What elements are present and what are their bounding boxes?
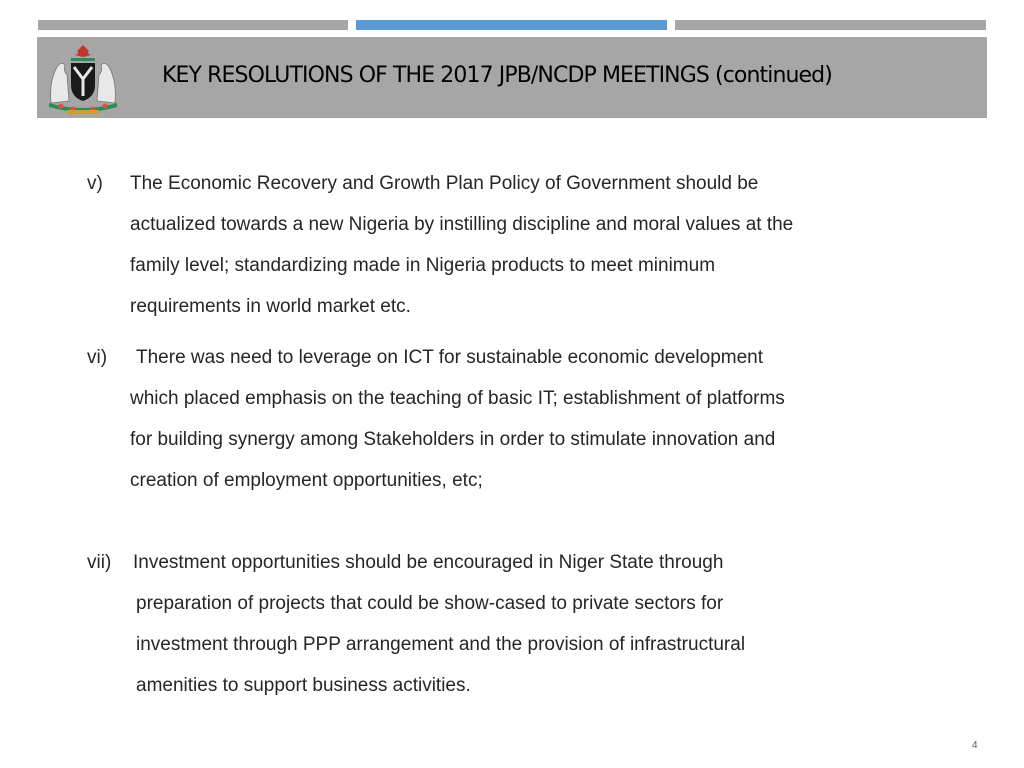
nigeria-coat-of-arms-icon: [41, 41, 125, 115]
resolution-item-vi: [87, 337, 785, 501]
item-number: vi): [87, 347, 108, 368]
item-number: v): [87, 173, 103, 194]
resolution-item-v: [87, 163, 793, 327]
item-text-line: family level; standardizing made in Nigeria products to meet minimum: [130, 255, 716, 276]
slide-title: KEY RESOLUTIONS OF THE 2017 JPB/NCDP MEETINGS (continued): [162, 63, 832, 88]
item-text-line: for building synergy among Stakeholders in order to stimulate innovation and: [130, 429, 776, 450]
item-text-line: requirements in world market etc.: [130, 296, 411, 317]
item-text-line: actualized towards a new Nigeria by instilling discipline and moral values at the: [130, 214, 794, 235]
top-divider-accent: [356, 20, 667, 30]
item-number: vii): [87, 552, 112, 573]
item-text-line: The Economic Recovery and Growth Plan Policy of Government should be: [130, 173, 759, 194]
page-number: 4: [972, 740, 978, 751]
item-text-line: preparation of projects that could be show-cased to private sectors for: [136, 593, 724, 614]
item-text-line: Investment opportunities should be encouraged in Niger State through: [133, 552, 724, 573]
item-text-line: creation of employment opportunities, etc;: [130, 470, 483, 491]
resolution-item-vii: [87, 542, 745, 706]
top-divider-left: [38, 20, 348, 30]
item-text-line: amenities to support business activities.: [136, 675, 471, 696]
item-text-line: There was need to leverage on ICT for sustainable economic development: [136, 347, 764, 368]
item-text-line: which placed emphasis on the teaching of basic IT; establishment of platforms: [130, 388, 785, 409]
item-text-line: investment through PPP arrangement and the provision of infrastructural: [136, 634, 746, 655]
top-divider-right: [675, 20, 986, 30]
slide-header: [37, 37, 987, 118]
